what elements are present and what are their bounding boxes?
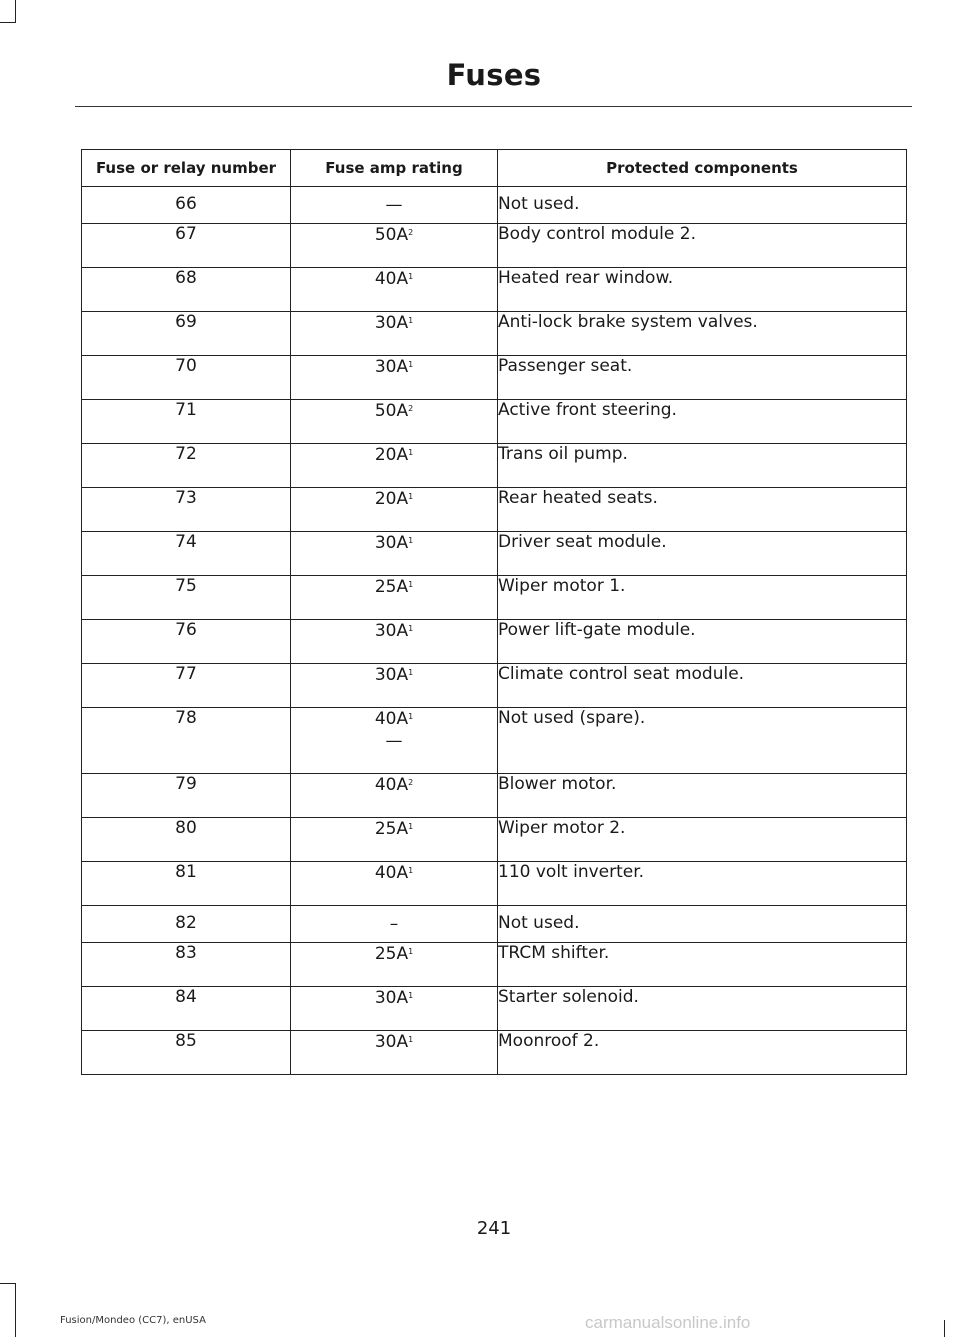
amp-value: 30A xyxy=(374,988,409,1008)
header-fuse-number: Fuse or relay number xyxy=(82,150,291,187)
protected-component: Body control module 2. xyxy=(498,224,907,268)
amp-value: 50A xyxy=(374,401,409,421)
table-row xyxy=(82,987,907,1031)
protected-component: Blower motor. xyxy=(498,774,907,818)
fuse-amp-rating xyxy=(291,400,498,444)
crop-mark-top-left-v xyxy=(15,0,16,22)
table-row xyxy=(82,356,907,400)
fuse-number: 69 xyxy=(82,312,291,356)
amp-footnote-ref: 1 xyxy=(408,712,414,721)
amp-value: 40A xyxy=(374,269,409,289)
protected-component: Wiper motor 2. xyxy=(498,818,907,862)
fuse-amp-rating xyxy=(291,268,498,312)
amp-value: 40A xyxy=(374,863,409,883)
crop-mark-bottom-left-v xyxy=(15,1283,16,1337)
amp-value: 50A xyxy=(374,225,409,245)
fuse-number: 68 xyxy=(82,268,291,312)
amp-footnote-ref: 1 xyxy=(408,580,414,589)
fuse-amp-rating xyxy=(291,1031,498,1075)
table-row xyxy=(82,224,907,268)
protected-component: Trans oil pump. xyxy=(498,444,907,488)
protected-component: Power lift-gate module. xyxy=(498,620,907,664)
table-row xyxy=(82,444,907,488)
fuse-amp-rating xyxy=(291,906,498,943)
protected-component: Heated rear window. xyxy=(498,268,907,312)
protected-component: Not used. xyxy=(498,187,907,224)
protected-component: Driver seat module. xyxy=(498,532,907,576)
fuse-table xyxy=(81,149,907,1075)
table-row xyxy=(82,774,907,818)
fuse-number: 76 xyxy=(82,620,291,664)
amp-footnote-ref: 1 xyxy=(408,448,414,457)
fuse-number: 85 xyxy=(82,1031,291,1075)
protected-component: Moonroof 2. xyxy=(498,1031,907,1075)
fuse-number: 83 xyxy=(82,943,291,987)
protected-component: Climate control seat module. xyxy=(498,664,907,708)
table-row xyxy=(82,268,907,312)
amp-footnote-ref: 1 xyxy=(408,536,414,545)
table-row xyxy=(82,312,907,356)
fuse-number: 74 xyxy=(82,532,291,576)
amp-value: — xyxy=(385,195,403,215)
table-row xyxy=(82,532,907,576)
fuse-number: 79 xyxy=(82,774,291,818)
amp-value: 30A xyxy=(374,621,409,641)
amp-footnote-ref: 1 xyxy=(408,492,414,501)
amp-footnote-ref: 1 xyxy=(408,316,414,325)
page-title: Fuses xyxy=(446,58,542,92)
fuse-amp-rating xyxy=(291,312,498,356)
fuse-amp-rating xyxy=(291,774,498,818)
table-row xyxy=(82,943,907,987)
fuse-amp-rating xyxy=(291,862,498,906)
protected-component: Anti-lock brake system valves. xyxy=(498,312,907,356)
amp-footnote-ref: 1 xyxy=(408,866,414,875)
protected-component: Not used (spare). xyxy=(498,708,907,774)
amp-value: 30A xyxy=(374,533,409,553)
fuse-number: 84 xyxy=(82,987,291,1031)
table-row xyxy=(82,400,907,444)
amp-footnote-ref: 1 xyxy=(408,360,414,369)
fuse-amp-rating xyxy=(291,818,498,862)
protected-component: Rear heated seats. xyxy=(498,488,907,532)
protected-component: Passenger seat. xyxy=(498,356,907,400)
fuse-amp-rating xyxy=(291,187,498,224)
amp-footnote-ref: 1 xyxy=(408,668,414,677)
amp-value: 30A xyxy=(374,1032,409,1052)
amp-value: 20A xyxy=(374,445,409,465)
fuse-number: 70 xyxy=(82,356,291,400)
amp-footnote-ref: 1 xyxy=(408,947,414,956)
fuse-number: 72 xyxy=(82,444,291,488)
amp-value: 30A xyxy=(374,313,409,333)
amp-footnote-ref: 2 xyxy=(408,778,414,787)
amp-value: 40A xyxy=(374,709,409,729)
table-header-row xyxy=(82,150,907,187)
title-divider xyxy=(75,106,912,107)
amp-footnote-ref: 2 xyxy=(408,404,414,413)
amp-footnote-ref: 1 xyxy=(408,822,414,831)
amp-value: 20A xyxy=(374,489,409,509)
table-row xyxy=(82,818,907,862)
watermark: carmanualsonline.info xyxy=(585,1313,751,1332)
amp-value: 25A xyxy=(374,944,409,964)
fuse-amp-rating xyxy=(291,488,498,532)
fuse-number: 71 xyxy=(82,400,291,444)
crop-mark-top-left-h xyxy=(0,22,16,23)
fuse-amp-rating xyxy=(291,708,498,774)
amp-footnote-ref: 1 xyxy=(408,624,414,633)
amp-value: 25A xyxy=(374,819,409,839)
protected-component: Wiper motor 1. xyxy=(498,576,907,620)
page-number: 241 xyxy=(476,1218,512,1239)
fuse-amp-rating xyxy=(291,224,498,268)
amp-footnote-ref: 1 xyxy=(408,991,414,1000)
table-row xyxy=(82,1031,907,1075)
header-protected-components: Protected components xyxy=(498,150,907,187)
table-row xyxy=(82,906,907,943)
fuse-number: 78 xyxy=(82,708,291,774)
fuse-number: 67 xyxy=(82,224,291,268)
protected-component: Not used. xyxy=(498,906,907,943)
table-row xyxy=(82,488,907,532)
table-row xyxy=(82,708,907,774)
fuse-amp-rating xyxy=(291,532,498,576)
fuse-amp-rating xyxy=(291,444,498,488)
fuse-number: 75 xyxy=(82,576,291,620)
fuse-number: 82 xyxy=(82,906,291,943)
fuse-number: 66 xyxy=(82,187,291,224)
amp-footnote-ref: 2 xyxy=(408,228,414,237)
fuse-number: 77 xyxy=(82,664,291,708)
table-row xyxy=(82,576,907,620)
footer-model-info: Fusion/Mondeo (CC7), enUSA xyxy=(60,1315,206,1326)
amp-value-secondary: — xyxy=(385,731,403,751)
crop-mark-bottom-right-v xyxy=(944,1320,945,1337)
table-row xyxy=(82,664,907,708)
amp-value: 25A xyxy=(374,577,409,597)
amp-value: 40A xyxy=(374,775,409,795)
protected-component: Active front steering. xyxy=(498,400,907,444)
protected-component: TRCM shifter. xyxy=(498,943,907,987)
table-row xyxy=(82,187,907,224)
fuse-amp-rating xyxy=(291,620,498,664)
fuse-amp-rating xyxy=(291,576,498,620)
fuse-amp-rating xyxy=(291,987,498,1031)
protected-component: 110 volt inverter. xyxy=(498,862,907,906)
crop-mark-bottom-left-h xyxy=(0,1283,16,1284)
table-row xyxy=(82,620,907,664)
fuse-amp-rating xyxy=(291,943,498,987)
fuse-number: 81 xyxy=(82,862,291,906)
amp-value: 30A xyxy=(374,665,409,685)
amp-value: – xyxy=(389,914,399,934)
fuse-number: 80 xyxy=(82,818,291,862)
fuse-table-body xyxy=(82,187,907,1075)
header-amp-rating: Fuse amp rating xyxy=(291,150,498,187)
fuse-number: 73 xyxy=(82,488,291,532)
amp-value: 30A xyxy=(374,357,409,377)
fuse-amp-rating xyxy=(291,664,498,708)
protected-component: Starter solenoid. xyxy=(498,987,907,1031)
amp-footnote-ref: 1 xyxy=(408,1035,414,1044)
fuse-amp-rating xyxy=(291,356,498,400)
table-row xyxy=(82,862,907,906)
amp-footnote-ref: 1 xyxy=(408,272,414,281)
